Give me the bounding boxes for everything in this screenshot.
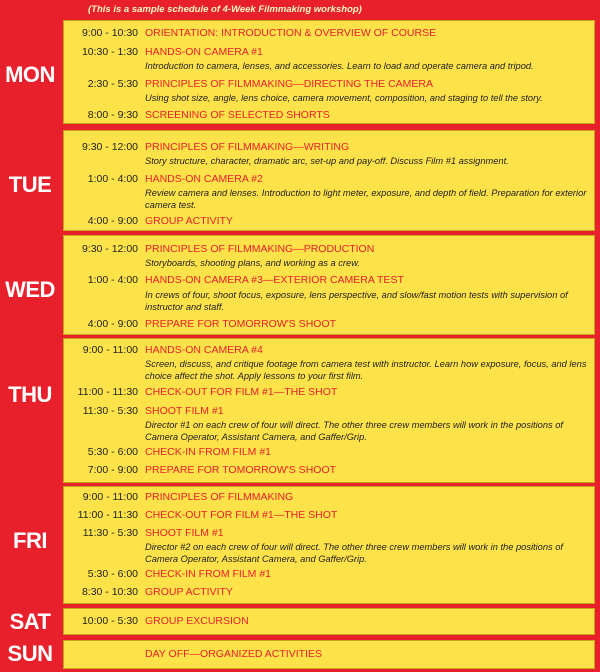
item-description: Using shot size, angle, lens choice, camera movement, composition, and staging to tell the story.: [145, 93, 543, 103]
item-time: 1:00 - 4:00: [87, 173, 138, 185]
item-title: CHECK-OUT FOR FILM #1—THE SHOT: [145, 509, 338, 521]
item-title: SHOOT FILM #1: [145, 405, 224, 417]
item-time: 4:00 - 9:00: [87, 318, 138, 330]
item-title: PRINCIPLES OF FILMMAKING—PRODUCTION: [145, 243, 375, 255]
day-label-tue: TUE: [8, 172, 52, 197]
day-block-wed: [63, 235, 595, 335]
item-time: 9:00 - 11:00: [82, 344, 138, 356]
item-time: 2:30 - 5:30: [87, 78, 138, 90]
item-title: HANDS-ON CAMERA #4: [145, 344, 263, 356]
schedule-note: (This is a sample schedule of 4-Week Filmmaking workshop): [88, 4, 362, 15]
item-time: 11:00 - 11:30: [77, 386, 138, 398]
item-time: 7:00 - 9:00: [87, 464, 138, 476]
item-title: DAY OFF—ORGANIZED ACTIVITIES: [145, 648, 322, 660]
item-time: 10:30 - 1:30: [81, 46, 138, 58]
item-description: Story structure, character, dramatic arc, set-up and pay-off. Discuss Film #1 assignment.: [145, 156, 509, 166]
item-time: 5:30 - 6:00: [87, 446, 138, 458]
item-title: HANDS-ON CAMERA #3—EXTERIOR CAMERA TEST: [145, 274, 404, 286]
day-label-mon: MON: [5, 62, 55, 87]
item-description: In crews of four, shoot focus, exposure, lens perspective, and slow/fast motion tests with supervision of instructor and staff.: [145, 290, 568, 312]
item-time: 10:00 - 5:30: [81, 615, 138, 627]
item-title: GROUP ACTIVITY: [145, 586, 233, 598]
item-title: CHECK-IN FROM FILM #1: [145, 446, 272, 458]
item-title: HANDS-ON CAMERA #2: [145, 173, 263, 185]
item-description: Storyboards, shooting plans, and working as a crew.: [145, 258, 360, 268]
item-title: GROUP EXCURSION: [145, 615, 249, 627]
item-title: HANDS-ON CAMERA #1: [145, 46, 263, 58]
item-time: 11:30 - 5:30: [82, 527, 138, 539]
day-label-thu: THU: [8, 382, 52, 407]
item-title: CHECK-OUT FOR FILM #1—THE SHOT: [145, 386, 338, 398]
item-title: GROUP ACTIVITY: [145, 215, 233, 227]
item-time: 4:00 - 9:00: [87, 215, 138, 227]
day-label-sun: SUN: [7, 641, 53, 666]
day-label-sat: SAT: [9, 609, 51, 634]
day-block-tue: [63, 130, 595, 231]
day-label-fri: FRI: [13, 528, 47, 553]
item-description: Director #2 on each crew of four will direct. The other three crew members will work in the positions of Camera Operator, Assistant Camera, and Gaffer/Grip.: [145, 542, 564, 564]
item-description: Introduction to camera, lenses, and accessories. Learn to load and operate camera and tripod.: [145, 61, 534, 71]
item-title: PRINCIPLES OF FILMMAKING—DIRECTING THE CAMERA: [145, 78, 434, 90]
item-time: 9:00 - 10:30: [81, 27, 138, 39]
item-title: PREPARE FOR TOMORROW'S SHOOT: [145, 318, 337, 330]
item-time: 11:30 - 5:30: [82, 405, 138, 417]
item-time: 8:30 - 10:30: [81, 586, 138, 598]
item-time: 8:00 - 9:30: [87, 109, 138, 121]
day-block-fri: [63, 486, 595, 604]
item-title: SCREENING OF SELECTED SHORTS: [145, 109, 330, 121]
item-title: PRINCIPLES OF FILMMAKING—WRITING: [145, 141, 350, 153]
day-block-sun: [63, 640, 595, 669]
item-title: SHOOT FILM #1: [145, 527, 224, 539]
item-description: Review camera and lenses. Introduction to light meter, exposure, and depth of field. Preparation for exterior camera test.: [145, 188, 587, 210]
item-description: Screen, discuss, and critique footage from camera test with instructor. Learn how exposure, focus, and lens choice affect the shot. Apply lessons to your first film.: [145, 359, 587, 381]
day-block-sat: [63, 608, 595, 635]
day-label-wed: WED: [5, 277, 55, 302]
item-title: PREPARE FOR TOMORROW'S SHOOT: [145, 464, 337, 476]
item-time: 9:00 - 11:00: [82, 491, 138, 503]
day-block-mon: [63, 20, 595, 124]
item-time: 5:30 - 6:00: [87, 568, 138, 580]
item-title: ORIENTATION: INTRODUCTION & OVERVIEW OF COURSE: [145, 27, 437, 39]
item-description: Director #1 on each crew of four will direct. The other three crew members will work in the positions of Camera Operator, Assistant Camera, and Gaffer/Grip.: [145, 420, 564, 442]
day-block-thu: [63, 338, 595, 483]
item-title: CHECK-IN FROM FILM #1: [145, 568, 272, 580]
item-time: 1:00 - 4:00: [87, 274, 138, 286]
item-time: 9:30 - 12:00: [81, 243, 138, 255]
item-title: PRINCIPLES OF FILMMAKING: [145, 491, 294, 503]
item-time: 9:30 - 12:00: [81, 141, 138, 153]
item-time: 11:00 - 11:30: [77, 509, 138, 521]
